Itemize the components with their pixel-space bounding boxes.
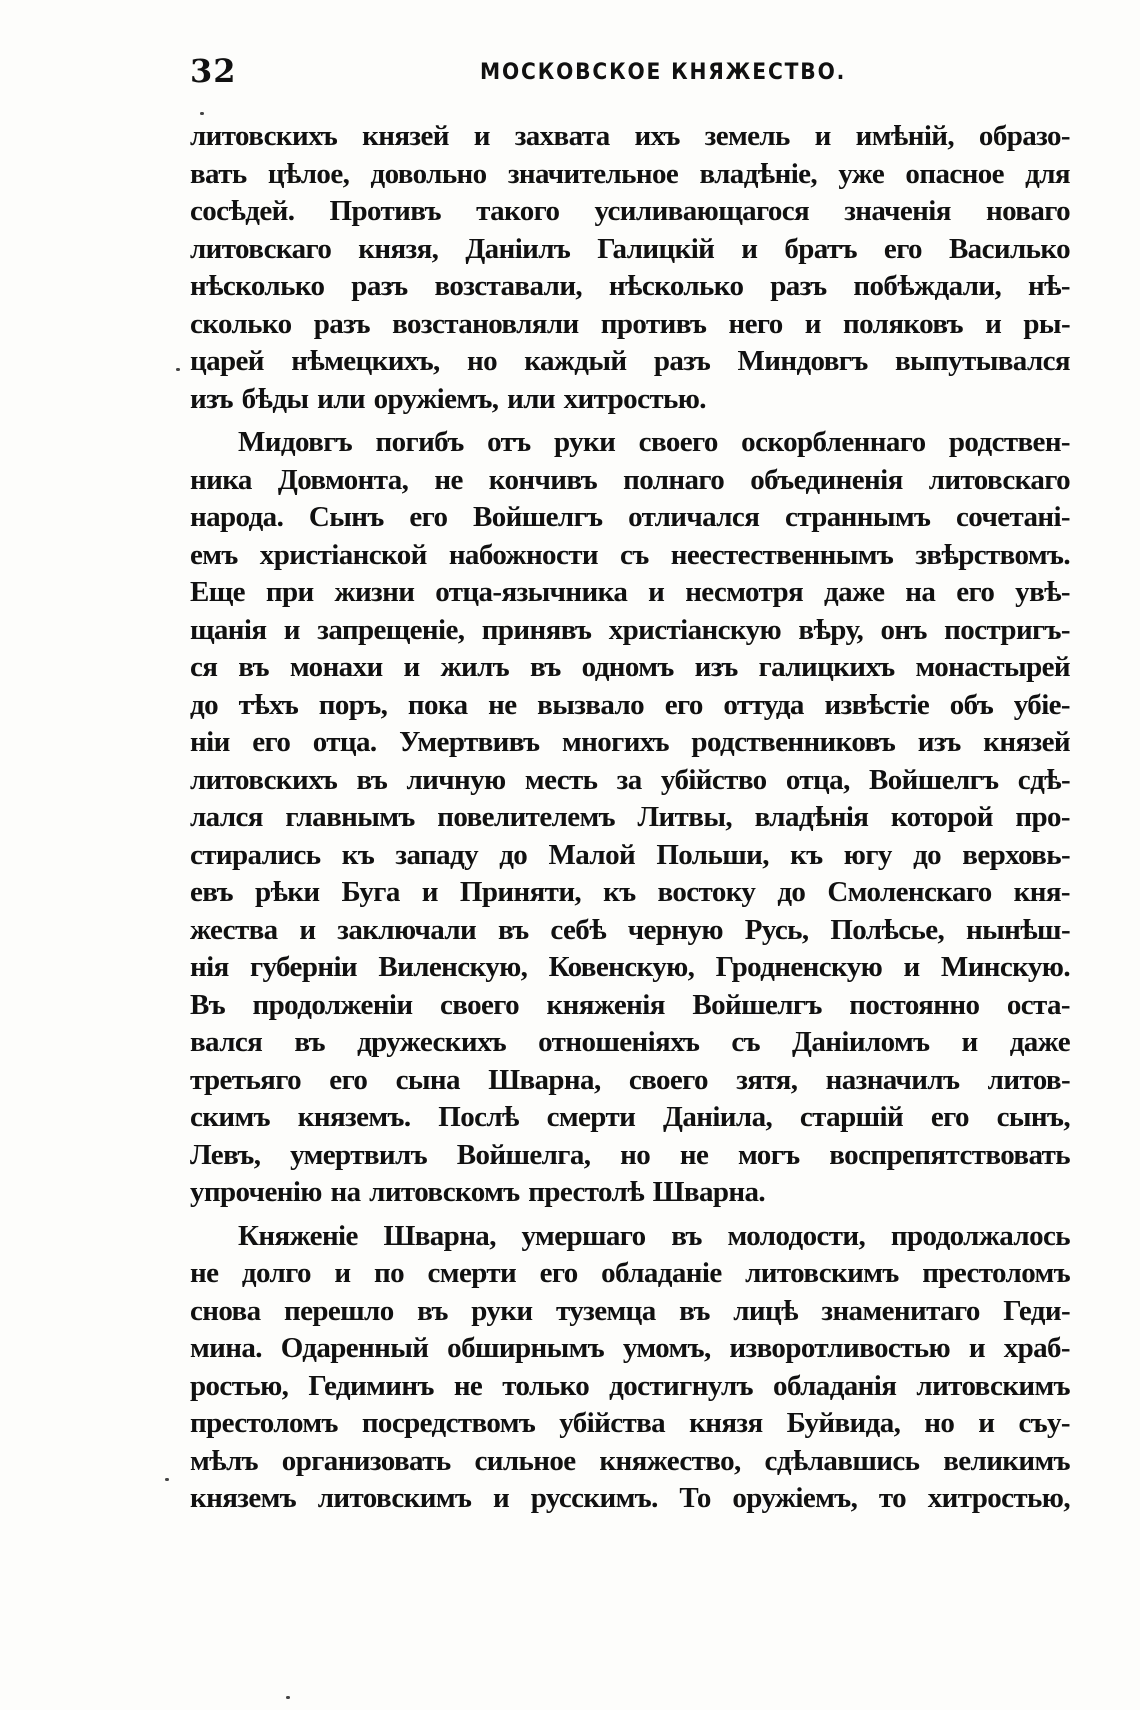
text-line: Еще при жизни отца-язычника и несмотря даже на его увѣ- — [190, 576, 1070, 608]
text-line: изъ бѣды или оружіемъ, или хитростью. — [190, 382, 706, 415]
text-line: мина. Одаренный обширнымъ умомъ, изворотливостью и храб- — [190, 1332, 1070, 1364]
paragraph-1 — [190, 118, 1070, 418]
text-line: Въ продолженіи своего княженія Войшелгъ постоянно оста- — [190, 988, 1070, 1021]
text-line: снова перешло въ руки туземца въ лицѣ знаменитаго Геди- — [190, 1294, 1070, 1327]
text-line: литовскаго князя, Даніилъ Галицкій и братъ его Василько — [190, 232, 1070, 265]
text-line: емъ христіанской набожности съ неестественнымъ звѣрствомъ. — [190, 538, 1070, 571]
text-line: народа. Сынъ его Войшелгъ отличался страннымъ сочетані- — [190, 501, 1070, 533]
text-line: Левъ, умертвилъ Войшелга, но не могъ воспрепятствовать — [190, 1138, 1070, 1171]
text-line: Мидовгъ погибъ отъ руки своего оскорбленнаго родствен- — [238, 426, 1070, 458]
text-line: ся въ монахи и жилъ въ одномъ изъ галицкихъ монастырей — [190, 651, 1070, 683]
text-line: не долго и по смерти его обладаніе литовскимъ престоломъ — [190, 1257, 1070, 1289]
scan-speck — [176, 368, 180, 371]
body-text — [190, 118, 1070, 1518]
text-line: вался въ дружескихъ отношеніяхъ съ Даніиломъ и даже — [190, 1026, 1070, 1058]
text-line: мѣлъ организовать сильное княжество, сдѣлавшись великимъ — [190, 1444, 1070, 1477]
text-line: евъ рѣки Буга и Приняти, къ востоку до Смоленскаго кня- — [190, 876, 1070, 908]
scan-speck — [200, 112, 204, 115]
running-title: МОСКОВСКОЕ КНЯЖЕСТВО. — [480, 60, 847, 85]
text-line: сосѣдей. Противъ такого усиливающагося значенія новаго — [190, 195, 1070, 227]
text-line: до тѣхъ поръ, пока не вызвало его оттуда извѣстіе объ убіе- — [190, 688, 1070, 721]
page-header — [190, 52, 1070, 92]
text-line: княземъ литовскимъ и русскимъ. То оружіемъ, то хитростью, — [190, 1482, 1070, 1514]
scan-speck — [165, 1478, 169, 1481]
text-line: ніи его отца. Умертвивъ многихъ родственниковъ изъ князей — [190, 726, 1070, 758]
text-line: стирались къ западу до Малой Польши, къ югу до верховь- — [190, 838, 1070, 871]
text-line: сколько разъ возстановляли противъ него и поляковъ и ры- — [190, 307, 1070, 340]
text-line: упроченію на литовскомъ престолѣ Шварна. — [190, 1176, 766, 1208]
text-line: скимъ княземъ. Послѣ смерти Даніила, старшій его сынъ, — [190, 1101, 1070, 1133]
text-line: Княженіе Шварна, умершаго въ молодости, продолжалось — [238, 1219, 1070, 1252]
text-line: лался главнымъ повелителемъ Литвы, владѣнія которой про- — [190, 801, 1070, 833]
text-line: третьяго его сына Шварна, своего зятя, назначилъ литов- — [190, 1063, 1070, 1096]
text-line: жества и заключали въ себѣ черную Русь, Полѣсье, нынѣш- — [190, 913, 1070, 946]
text-line: нія губерніи Виленскую, Ковенскую, Гродненскую и Минскую. — [190, 951, 1070, 983]
text-line: вать цѣлое, довольно значительное владѣніе, уже опасное для — [190, 157, 1070, 190]
paragraph-2 — [190, 424, 1070, 1212]
text-line: ростью, Гедиминъ не только достигнулъ обладанія литовскимъ — [190, 1369, 1070, 1402]
text-line: литовскихъ въ личную месть за убійство отца, Войшелгъ сдѣ- — [190, 763, 1070, 796]
text-line: престоломъ посредствомъ убійства князя Буйвида, но и съу- — [190, 1407, 1070, 1439]
text-line: царей нѣмецкихъ, но каждый разъ Миндовгъ выпутывался — [190, 345, 1070, 377]
text-line: нѣсколько разъ возставали, нѣсколько разъ побѣждали, нѣ- — [190, 270, 1070, 302]
paragraph-3 — [190, 1218, 1070, 1518]
scan-speck — [286, 1696, 290, 1699]
text-line: щанія и запрещеніе, принявъ христіанскую вѣру, онъ постригъ- — [190, 613, 1070, 646]
page-number: 32 — [190, 52, 237, 90]
text-line: литовскихъ князей и захвата ихъ земель и имѣній, образо- — [190, 120, 1070, 152]
text-line: ника Довмонта, не кончивъ полнаго объединенія литовскаго — [190, 463, 1070, 496]
